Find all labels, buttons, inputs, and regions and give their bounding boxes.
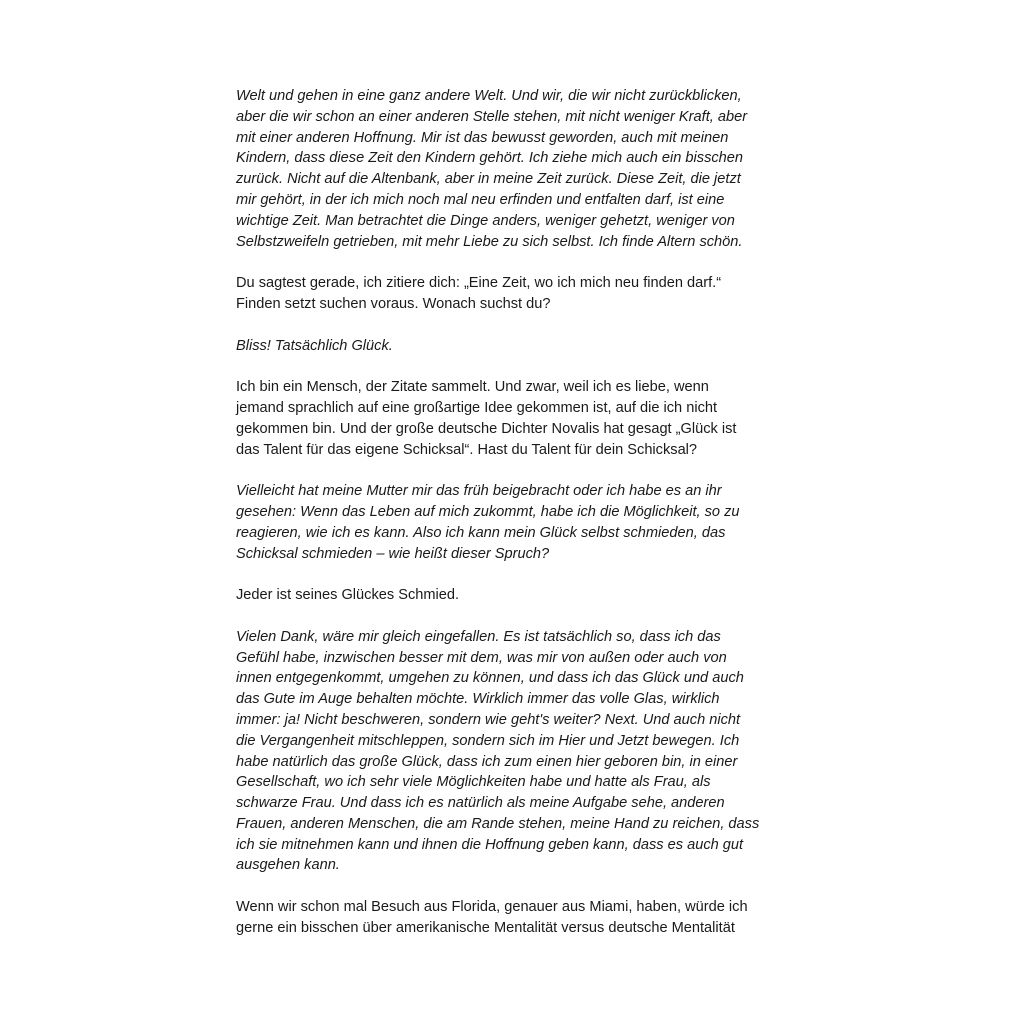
text-line: gerne ein bisschen über amerikanische Mentalität versus deutsche Mentalität [236,919,735,936]
answer-paragraph [236,627,796,877]
text-line: habe natürlich das große Glück, dass ich zum einen hier geboren bin, in einer [236,753,738,770]
text-line: Welt und gehen in eine ganz andere Welt. Und wir, die wir nicht zurückblicken, [236,88,742,104]
text-line: Finden setzt suchen voraus. Wonach suchst du? [236,295,551,312]
text-line: das Gute im Auge behalten möchte. Wirklich immer das volle Glas, wirklich [236,691,720,708]
text-line: Frauen, anderen Menschen, die am Rande stehen, meine Hand zu reichen, dass [236,815,760,832]
text-line: schwarze Frau. Und dass ich es natürlich als meine Aufgabe sehe, anderen [236,795,725,812]
text-line: die Vergangenheit mitschleppen, sondern sich im Hier und Jetzt bewegen. Ich [236,732,740,749]
text-line: Vielen Dank, wäre mir gleich eingefallen. Es ist tatsächlich so, dass ich das [236,628,721,645]
document-page [236,86,796,959]
answer-paragraph [236,336,796,357]
text-line: wichtige Zeit. Man betrachtet die Dinge anders, weniger gehetzt, weniger von [236,212,735,229]
question-paragraph [236,897,796,939]
text-line: Jeder ist seines Glückes Schmied. [236,587,460,604]
text-line: mit einer anderen Hoffnung. Mir ist das bewusst geworden, auch mit meinen [236,129,729,146]
question-paragraph [236,377,796,460]
text-line: Selbstzweifeln getrieben, mit mehr Liebe zu sich selbst. Ich finde Altern schön. [236,233,743,250]
text-line: gekommen bin. Und der große deutsche Dichter Novalis hat gesagt „Glück ist [236,420,737,437]
text-line: Bliss! Tatsächlich Glück. [236,337,393,354]
text-line: Ich bin ein Mensch, der Zitate sammelt. Und zwar, weil ich es liebe, wenn [236,379,709,396]
text-line: mir gehört, in der ich mich noch mal neu erfinden und entfalten darf, ist eine [236,191,725,208]
text-line: Vielleicht hat meine Mutter mir das früh beigebracht oder ich habe es an ihr [236,483,722,500]
text-line: aber die wir schon an einer anderen Stelle stehen, mit nicht weniger Kraft, aber [236,108,748,125]
text-line: Du sagtest gerade, ich zitiere dich: „Eine Zeit, wo ich mich neu finden darf.“ [236,275,722,292]
text-line: Schicksal schmieden – wie heißt dieser Spruch? [236,545,550,562]
text-line: immer: ja! Nicht beschweren, sondern wie geht's weiter? Next. Und auch nicht [236,711,741,728]
text-line: gesehen: Wenn das Leben auf mich zukommt, habe ich die Möglichkeit, so zu [236,503,740,520]
answer-paragraph [236,86,796,252]
text-line: ausgehen kann. [236,857,340,874]
question-paragraph [236,273,796,315]
text-line: jemand sprachlich auf eine großartige Idee gekommen ist, auf die ich nicht [236,399,718,416]
text-line: Gesellschaft, wo ich sehr viele Möglichkeiten habe und hatte als Frau, als [236,774,711,791]
text-line: reagieren, wie ich es kann. Also ich kann mein Glück selbst schmieden, das [236,524,726,541]
text-line: Kindern, dass diese Zeit den Kindern gehört. Ich ziehe mich auch ein bisschen [236,150,744,167]
answer-paragraph [236,481,796,564]
text-line: zurück. Nicht auf die Altenbank, aber in meine Zeit zurück. Diese Zeit, die jetzt [236,171,741,188]
text-line: das Talent für das eigene Schicksal“. Hast du Talent für dein Schicksal? [236,441,698,458]
text-line: Wenn wir schon mal Besuch aus Florida, genauer aus Miami, haben, würde ich [236,899,748,916]
text-line: Gefühl habe, inzwischen besser mit dem, was mir von außen oder auch von [236,649,727,666]
text-line: innen entgegenkommt, umgehen zu können, und dass ich das Glück und auch [236,670,744,687]
text-line: ich sie mitnehmen kann und ihnen die Hoffnung geben kann, dass es auch gut [236,836,744,853]
question-paragraph [236,585,796,606]
